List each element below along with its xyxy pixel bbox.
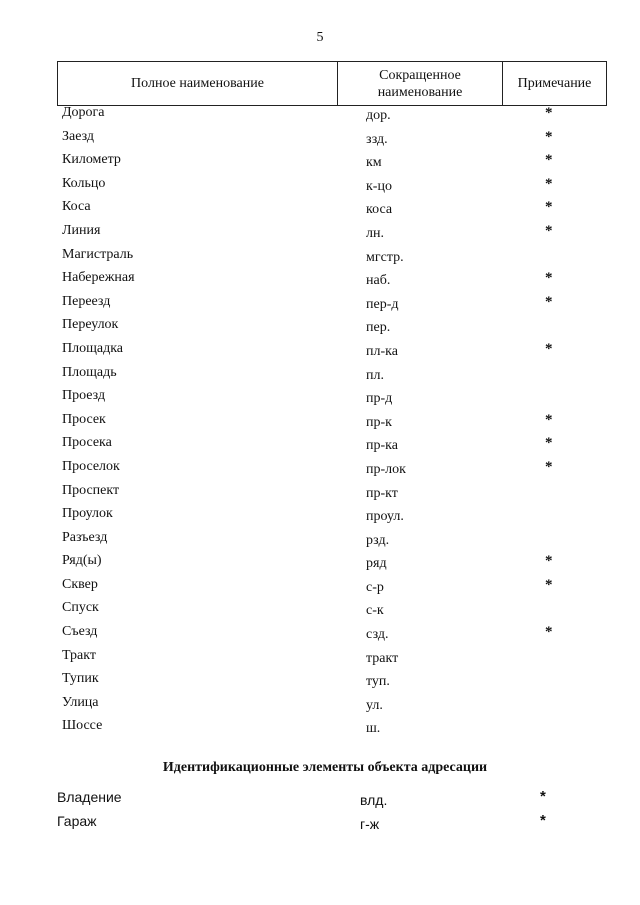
- short-name: пр-д: [366, 391, 393, 407]
- short-name: к-цо: [366, 178, 392, 194]
- short-name: пр-кт: [366, 485, 398, 501]
- table-row: [0, 222, 640, 246]
- table-row: [0, 787, 640, 811]
- short-name: с-к: [366, 603, 384, 619]
- full-name: Проспект: [62, 482, 120, 498]
- full-name: Коса: [62, 199, 91, 215]
- short-name: влд.: [360, 792, 388, 808]
- full-name: Километр: [62, 152, 121, 168]
- table-row: [0, 529, 640, 553]
- table-row: [0, 316, 640, 340]
- full-name: Магистраль: [62, 246, 134, 262]
- short-name: лн.: [366, 225, 384, 241]
- note-mark: *: [545, 128, 553, 145]
- table-row: [0, 717, 640, 741]
- note-mark: *: [545, 576, 553, 593]
- short-name: с-р: [366, 579, 384, 595]
- header-full-name: Полное наименование: [58, 62, 338, 106]
- short-name: пер.: [366, 320, 391, 336]
- note-mark: *: [540, 788, 546, 805]
- table-row: [0, 623, 640, 647]
- short-name: проул.: [366, 509, 404, 525]
- table-row: [0, 647, 640, 671]
- note-mark: *: [545, 222, 553, 239]
- short-name: пр-к: [366, 414, 392, 430]
- full-name: Площадь: [62, 364, 117, 380]
- full-name: Просек: [62, 411, 106, 427]
- full-name: Проезд: [62, 388, 106, 404]
- short-name: ш.: [366, 721, 381, 737]
- note-mark: *: [545, 270, 553, 287]
- table-row: [0, 198, 640, 222]
- table-row: [0, 411, 640, 435]
- table-row: [0, 458, 640, 482]
- table-row: [0, 552, 640, 576]
- table-row: [0, 670, 640, 694]
- table-row: [0, 505, 640, 529]
- short-name: коса: [366, 202, 393, 218]
- full-name: Линия: [62, 222, 101, 238]
- table-row: [0, 175, 640, 199]
- full-name: Просека: [62, 435, 112, 451]
- full-name: Тракт: [62, 647, 96, 663]
- full-name: Кольцо: [62, 175, 106, 191]
- short-name: км: [366, 155, 382, 171]
- note-mark: *: [545, 105, 553, 121]
- short-name: ул.: [366, 697, 383, 713]
- table-row: [0, 340, 640, 364]
- full-name: Шоссе: [62, 718, 103, 734]
- table-row: [0, 694, 640, 718]
- full-name: Ряд(ы): [62, 553, 102, 569]
- section-title: Идентификационные элементы объекта адресации: [162, 760, 488, 775]
- short-name: рзд.: [366, 532, 390, 548]
- note-mark: *: [545, 435, 553, 452]
- header-short-name: Сокращенное наименование: [338, 62, 503, 106]
- page-number: 5: [316, 30, 324, 45]
- table-row: [0, 387, 640, 411]
- table-row: [0, 599, 640, 623]
- full-name: Набережная: [62, 270, 135, 286]
- table-row: [0, 104, 640, 128]
- note-mark: *: [545, 175, 553, 192]
- short-name: тракт: [366, 650, 399, 666]
- table-row: [0, 269, 640, 293]
- full-name: Гараж: [57, 813, 97, 829]
- short-name: наб.: [366, 273, 391, 289]
- table-row: [0, 364, 640, 388]
- note-mark: *: [545, 411, 553, 428]
- note-mark: *: [545, 340, 553, 357]
- full-name: Проселок: [62, 458, 120, 474]
- note-mark: *: [545, 199, 553, 216]
- full-name: Владение: [57, 789, 122, 805]
- table-row: [0, 246, 640, 270]
- abbreviation-list: [0, 104, 640, 741]
- short-name: пр-лок: [366, 461, 406, 477]
- short-name: сзд.: [366, 627, 389, 643]
- full-name: Спуск: [62, 600, 99, 616]
- full-name: Съезд: [62, 624, 98, 640]
- note-mark: *: [545, 458, 553, 475]
- table-row: [0, 128, 640, 152]
- short-name: пл.: [366, 367, 384, 383]
- full-name: Дорога: [62, 105, 105, 120]
- table-row: [0, 811, 640, 835]
- note-mark: *: [545, 152, 553, 169]
- short-name: пр-ка: [366, 438, 398, 454]
- full-name: Улица: [62, 694, 99, 710]
- header-note: Примечание: [503, 62, 607, 106]
- short-name: ззд.: [366, 131, 388, 147]
- short-name: ряд: [366, 556, 387, 572]
- table-row: [0, 293, 640, 317]
- short-name: пл-ка: [366, 343, 398, 359]
- note-mark: *: [545, 624, 553, 641]
- identification-elements-list: [0, 787, 640, 835]
- note-mark: *: [545, 553, 553, 570]
- short-name: туп.: [366, 674, 390, 690]
- note-mark: *: [540, 812, 546, 829]
- short-name: дор.: [366, 108, 391, 123]
- full-name: Переезд: [62, 293, 111, 309]
- full-name: Заезд: [62, 128, 95, 144]
- short-name: пер-д: [366, 296, 399, 312]
- table-row: [0, 482, 640, 506]
- full-name: Проулок: [62, 506, 113, 522]
- table-row: [0, 151, 640, 175]
- full-name: Переулок: [62, 317, 119, 333]
- full-name: Тупик: [62, 671, 99, 687]
- note-mark: *: [545, 293, 553, 310]
- short-name: г-ж: [360, 816, 380, 832]
- short-name: мгстр.: [366, 249, 404, 265]
- full-name: Разъезд: [62, 529, 108, 545]
- table-row: [0, 434, 640, 458]
- full-name: Площадка: [62, 340, 124, 356]
- full-name: Сквер: [62, 576, 98, 592]
- table-row: [0, 576, 640, 600]
- table-header: [57, 61, 607, 106]
